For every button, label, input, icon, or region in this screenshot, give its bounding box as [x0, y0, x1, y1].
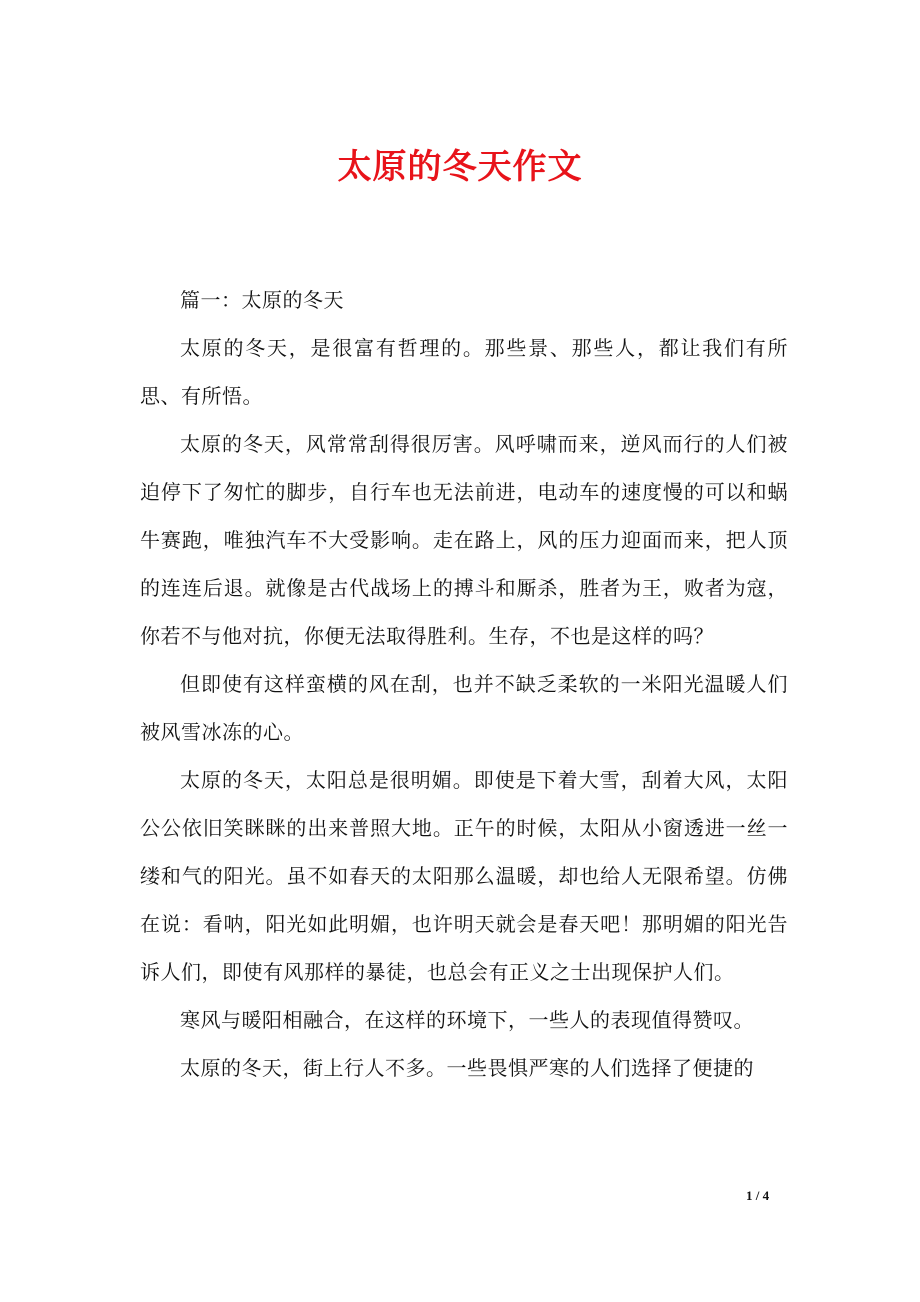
paragraph: 太原的冬天，风常常刮得很厉害。风呼啸而来，逆风而行的人们被迫停下了匆忙的脚步，自行车也无法前进，电动车的速度慢的可以和蜗牛赛跑，唯独汽车不大受影响。走在路上，风的压力迎面而来，把人顶的连连后退。就像是古代战场上的搏斗和厮杀，胜者为王，败者为寇，你若不与他对抗，你便无法取得胜利。生存，不也是这样的吗？ — [140, 432, 788, 648]
paragraph: 但即使有这样蛮横的风在刮，也并不缺乏柔软的一米阳光温暖人们被风雪冰冻的心。 — [140, 672, 788, 744]
document-title: 太原的冬天作文 — [337, 147, 583, 187]
paragraph: 太原的冬天，街上行人不多。一些畏惧严寒的人们选择了便捷的 — [180, 1056, 754, 1080]
page-number: 1 / 4 — [746, 1188, 770, 1203]
paragraph: 太原的冬天，太阳总是很明媚。即使是下着大雪，刮着大风，太阳公公依旧笑眯眯的出来普照大地。正午的时候，太阳从小窗透进一丝一缕和气的阳光。虽不如春天的太阳那么温暖，却也给人无限希望。仿佛在说：看呐，阳光如此明媚，也许明天就会是春天吧！那明媚的阳光告诉人们，即使有风那样的暴徒，也总会有正义之士出现保护人们。 — [140, 768, 788, 984]
section-heading: 篇一：太原的冬天 — [180, 288, 344, 312]
document-body — [140, 276, 788, 1092]
paragraph: 寒风与暖阳相融合，在这样的环境下，一些人的表现值得赞叹。 — [180, 1008, 754, 1032]
paragraph: 太原的冬天，是很富有哲理的。那些景、那些人，都让我们有所思、有所悟。 — [140, 336, 788, 408]
